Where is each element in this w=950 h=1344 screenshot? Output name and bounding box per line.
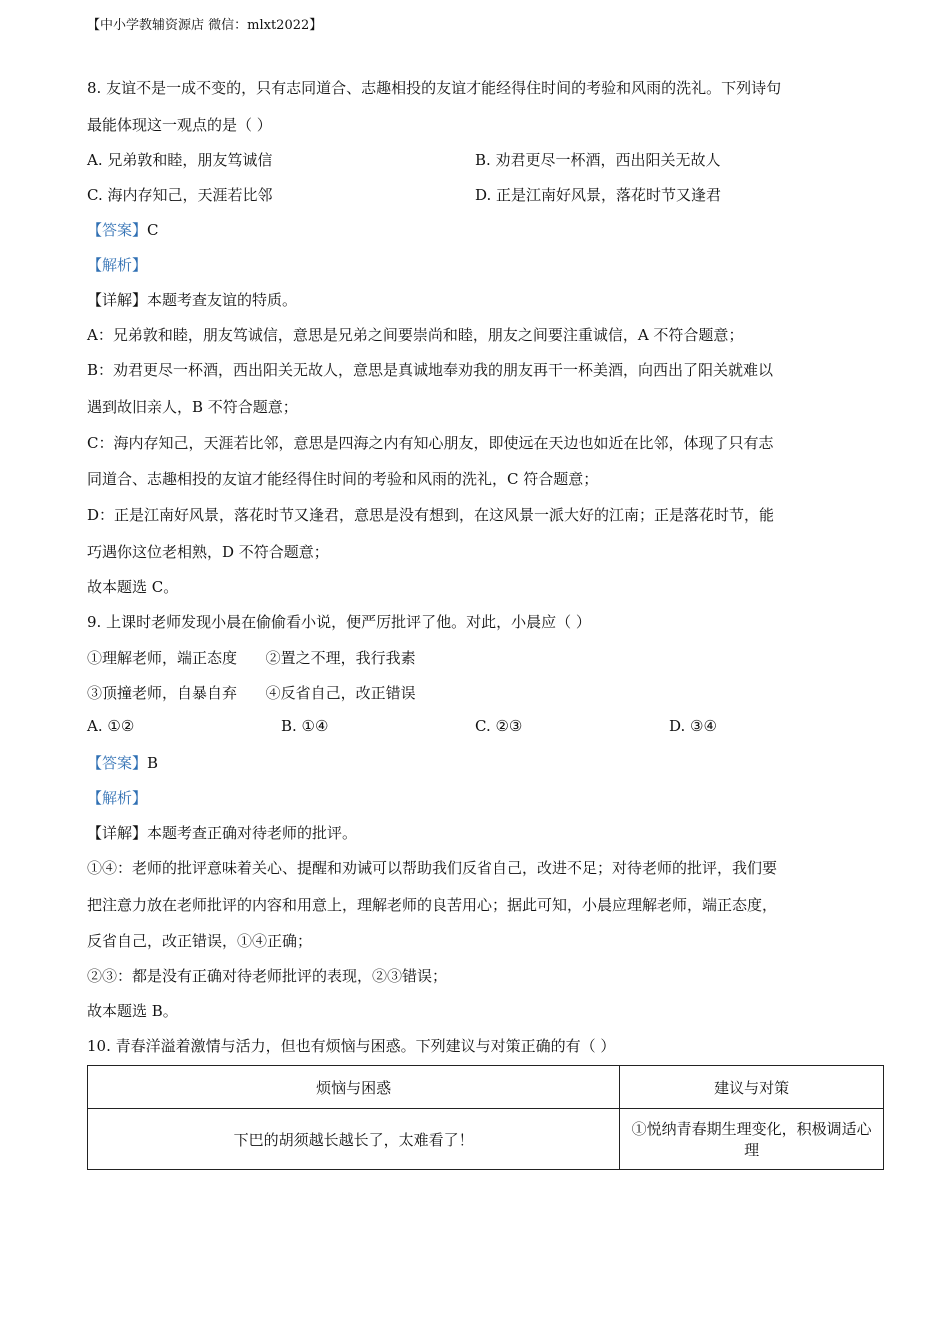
q8-conclusion: 故本题选 C。 <box>87 578 179 596</box>
q8-detail-line: 遇到故旧亲人，B 不符合题意； <box>87 398 298 416</box>
q9-analysis-label: 【解析】 <box>87 789 148 807</box>
q9-detail-line: 反省自己，改正错误，①④正确； <box>87 932 313 950</box>
q9-answer <box>87 752 158 773</box>
q8-option-d: D. 正是江南好风景，落花时节又逢君 <box>475 186 722 204</box>
q8-answer <box>87 219 159 240</box>
q9-option-c: C. ②③ <box>475 717 523 735</box>
q10-table <box>87 1065 884 1170</box>
answer-value: B <box>147 754 159 772</box>
q8-detail-line: 【详解】本题考查友谊的特质。 <box>87 291 298 309</box>
table-cell: 下巴的胡须越长越长了，太难看了！ <box>88 1109 620 1170</box>
q9-option-a: A. ①② <box>87 717 135 735</box>
q9-conclusion: 故本题选 B。 <box>87 1002 178 1020</box>
page-header: 【中小学教辅资源店 微信：mlxt2022】 <box>87 18 323 33</box>
table-cell: ①悦纳青春期生理变化，积极调适心理 <box>620 1109 884 1170</box>
q9-detail-line: 【详解】本题考查正确对待老师的批评。 <box>87 824 358 842</box>
q8-option-b: B. 劝君更尽一杯酒，西出阳关无故人 <box>475 151 721 169</box>
q8-detail-line: 同道合、志趣相投的友谊才能经得住时间的考验和风雨的洗礼，C 符合题意； <box>87 470 599 488</box>
table-header-row <box>88 1066 884 1109</box>
q9-items-line1: ①理解老师，端正态度 ②置之不理，我行我素 <box>87 649 416 667</box>
answer-label: 【答案】 <box>87 221 148 239</box>
answer-label: 【答案】 <box>87 754 148 772</box>
q8-stem-line1: 8. 友谊不是一成不变的，只有志同道合、志趣相投的友谊才能经得住时间的考验和风雨的洗礼。下列诗句 <box>87 79 782 97</box>
q8-detail-line: A：兄弟敦和睦，朋友笃诚信，意思是兄弟之间要崇尚和睦，朋友之间要注重诚信，A 不符合题意； <box>87 326 744 344</box>
answer-value: C <box>147 221 159 239</box>
q9-items-line2: ③顶撞老师，自暴自弃 ④反省自己，改正错误 <box>87 684 416 702</box>
q8-option-a: A. 兄弟敦和睦，朋友笃诚信 <box>87 151 273 169</box>
q10-stem: 10. 青春洋溢着激情与活力，但也有烦恼与困惑。下列建议与对策正确的有（ ） <box>87 1037 616 1055</box>
q8-detail-line: 巧遇你这位老相熟，D 不符合题意； <box>87 543 329 561</box>
q9-detail-line: 把注意力放在老师批评的内容和用意上，理解老师的良苦用心；据此可知，小晨应理解老师，端正态度， <box>87 896 778 914</box>
q8-detail-line: C：海内存知己，天涯若比邻，意思是四海之内有知心朋友，即使远在天边也如近在比邻，体现了只有志 <box>87 434 774 452</box>
q8-detail-line: B：劝君更尽一杯酒，西出阳关无故人，意思是真诚地奉劝我的朋友再干一杯美酒，向西出了阳关就难以 <box>87 361 774 379</box>
table-row <box>88 1109 884 1170</box>
q9-option-d: D. ③④ <box>669 717 717 735</box>
q8-option-c: C. 海内存知己，天涯若比邻 <box>87 186 273 204</box>
q9-detail-line: ①④：老师的批评意味着关心、提醒和劝诫可以帮助我们反省自己，改进不足；对待老师的批评，我们要 <box>87 859 778 877</box>
q8-detail-line: D：正是江南好风景，落花时节又逢君，意思是没有想到，在这风景一派大好的江南；正是落花时节，能 <box>87 506 775 524</box>
q9-stem: 9. 上课时老师发现小晨在偷偷看小说，便严厉批评了他。对此，小晨应（ ） <box>87 613 591 631</box>
table-header-cell: 建议与对策 <box>620 1066 884 1109</box>
table-header-cell: 烦恼与困惑 <box>88 1066 620 1109</box>
q9-detail-line: ②③：都是没有正确对待老师批评的表现，②③错误； <box>87 967 448 985</box>
q9-option-b: B. ①④ <box>281 717 329 735</box>
q8-analysis-label: 【解析】 <box>87 256 148 274</box>
q8-stem-line2: 最能体现这一观点的是（ ） <box>87 116 272 134</box>
